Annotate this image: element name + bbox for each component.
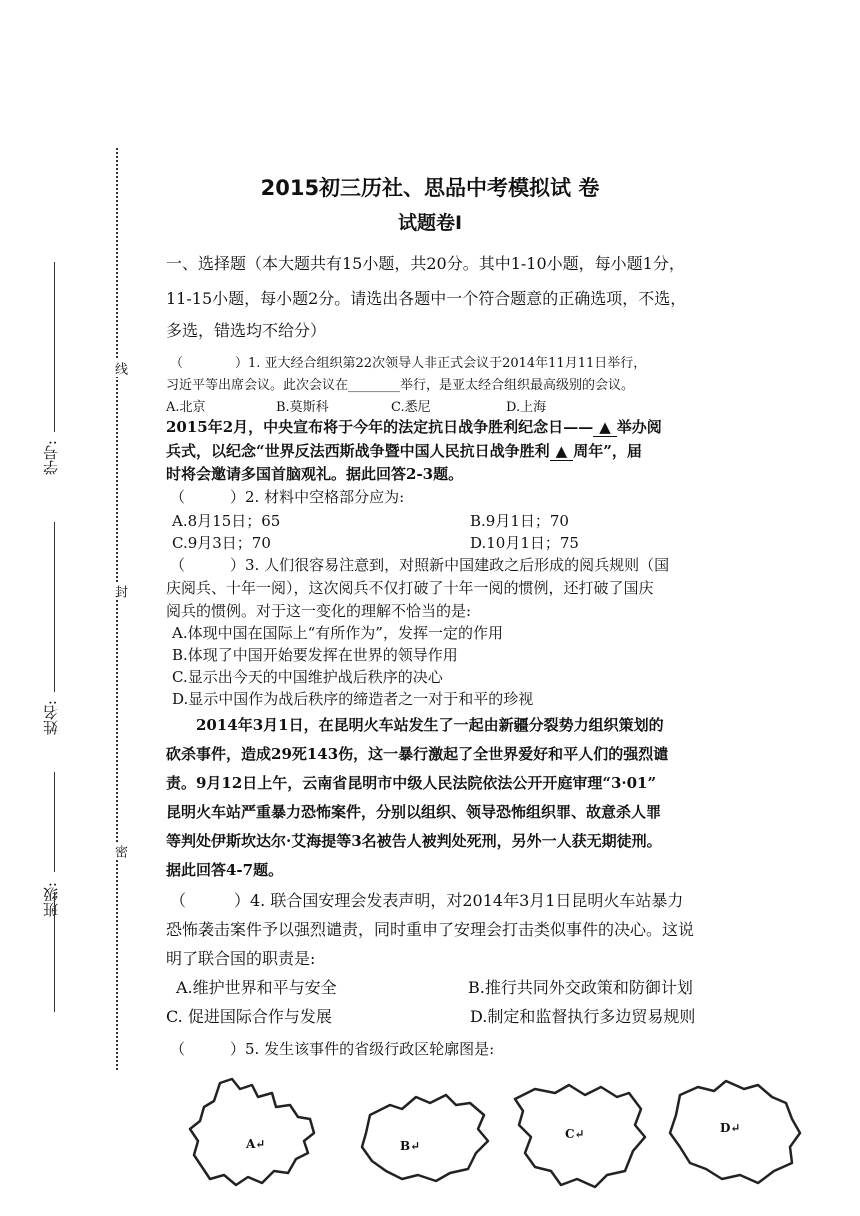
page-title: 2015初三历社、思品中考模拟试 卷 <box>260 176 600 200</box>
student-id-label: 学号: <box>42 440 60 476</box>
q1-option-d[interactable]: D.上海 <box>506 400 547 415</box>
q1-stem-line: （ ）1. 亚大经合组织第22次领导人非正式会议于2014年11月11日举行， <box>170 356 647 371</box>
q1-stem-line: 习近平等出席会议。此次会议在________举行，是亚太经合组织最高级别的会议。 <box>166 378 635 393</box>
material2-line: 砍杀事件，造成29死143伤，这一暴行激起了全世界爱好和平人们的强烈谴 <box>166 745 669 763</box>
q3-option-c[interactable]: C.显示出今天的中国维护战后秩序的决心 <box>172 668 443 686</box>
material1-text: 举办阅 <box>616 418 662 436</box>
answer-blank: ▲ <box>550 442 574 461</box>
q4-option-b[interactable]: B.推行共同外交政策和防御计划 <box>468 978 693 997</box>
page-subtitle: 试题卷Ⅰ <box>397 212 463 234</box>
material1-text: 2015年2月，中央宣布将于今年的法定抗日战争胜利纪念日—— <box>166 418 594 436</box>
section-intro-line: 11-15小题，每小题2分。请选出各题中一个符合题意的正确选项，不选， <box>166 289 687 308</box>
material1-line <box>166 416 662 437</box>
q3-stem-line: （ ）3. 人们很容易注意到，对照新中国建政之后形成的阅兵规则（国 <box>170 556 670 574</box>
province-outline-a-icon <box>180 1075 330 1190</box>
q4-stem-line: 恐怖袭击案件予以强烈谴责，同时重申了安理会打击类似事件的决心。这说 <box>166 920 695 939</box>
material2-line: 2014年3月1日，在昆明火车站发生了一起由新疆分裂势力组织策划的 <box>166 716 664 734</box>
map-option-b[interactable] <box>350 1075 500 1190</box>
material1-line <box>166 440 642 461</box>
student-id-field[interactable] <box>54 262 55 432</box>
map-label-d: D↵ <box>720 1121 741 1135</box>
material2-line: 据此回答4-7题。 <box>166 861 284 879</box>
material2-line: 等判处伊斯坎达尔·艾海提等3名被告人被判处死刑，另外一人获无期徒刑。 <box>166 832 662 850</box>
q4-option-c[interactable]: C. 促进国际合作与发展 <box>166 1007 332 1026</box>
class-field[interactable] <box>54 772 55 872</box>
q4-stem-line: 明了联合国的职责是: <box>166 949 316 968</box>
student-name-label: 姓名: <box>42 700 60 736</box>
q1-option-c[interactable]: C.悉尼 <box>391 400 431 415</box>
material1-text: 兵式，以纪念“世界反法西斯战争暨中国人民抗日战争胜利 <box>166 442 550 460</box>
seal-mark-seal: 封 <box>112 585 127 598</box>
binding-dotted-line <box>116 148 118 1070</box>
section-intro-line: 多选，错选均不给分） <box>166 321 327 340</box>
seal-mark-secret: 密 <box>112 845 127 858</box>
q4-option-a[interactable]: A.维护世界和平与安全 <box>176 978 337 997</box>
answer-blank: ▲ <box>593 418 617 437</box>
q2-option-c[interactable]: C.9月3日；70 <box>172 534 271 552</box>
q2-option-d[interactable]: D.10月1日；75 <box>470 534 579 552</box>
q4-stem-line: （ ）4. 联合国安理会发表声明，对2014年3月1日昆明火车站暴力 <box>170 891 684 910</box>
section-intro-line: 一、选择题（本大题共有15小题，共20分。其中1-10小题，每小题1分， <box>166 254 685 273</box>
material2-line: 昆明火车站严重暴力恐怖案件，分别以组织、领导恐怖组织罪、故意杀人罪 <box>166 803 662 821</box>
q2-option-b[interactable]: B.9月1日；70 <box>470 512 569 530</box>
map-label-c: C↵ <box>565 1127 585 1141</box>
q1-option-a[interactable]: A.北京 <box>166 400 206 415</box>
q3-option-d[interactable]: D.显示中国作为战后秩序的缔造者之一对于和平的珍视 <box>172 690 534 708</box>
q3-stem-line: 庆阅兵、十年一阅），这次阅兵不仅打破了十年一阅的惯例，还打破了国庆 <box>166 579 654 597</box>
material2-line: 责。9月12日上午，云南省昆明市中级人民法院依法公开开庭审理“3·01” <box>166 774 657 792</box>
class-label: 班级: <box>42 882 60 918</box>
q5-stem: （ ）5. 发生该事件的省级行政区轮廓图是: <box>170 1040 495 1058</box>
q1-option-b[interactable]: B.莫斯科 <box>276 400 329 415</box>
map-label-b: B↵ <box>400 1139 421 1153</box>
province-outline-b-icon <box>350 1075 500 1190</box>
q3-option-b[interactable]: B.体现了中国开始要发挥在世界的领导作用 <box>172 646 458 664</box>
q4-option-d[interactable]: D.制定和监督执行多边贸易规则 <box>470 1007 696 1026</box>
map-option-a[interactable] <box>180 1075 330 1190</box>
map-option-d[interactable] <box>660 1075 810 1190</box>
seal-mark-line: 线 <box>112 362 127 375</box>
map-option-c[interactable] <box>505 1075 655 1190</box>
material1-text: 周年”，届 <box>573 442 642 460</box>
material1-line: 时将会邀请多国首脑观礼。据此回答2-3题。 <box>166 465 464 483</box>
q3-option-a[interactable]: A.体现中国在国际上“有所作为”，发挥一定的作用 <box>172 624 503 642</box>
q2-stem: （ ）2. 材料中空格部分应为: <box>170 488 405 506</box>
q3-stem-line: 阅兵的惯例。对于这一变化的理解不恰当的是: <box>166 602 472 620</box>
q2-option-a[interactable]: A.8月15日；65 <box>172 512 281 530</box>
class-field-ext[interactable] <box>54 892 55 1012</box>
map-label-a: A↵ <box>246 1137 266 1151</box>
student-name-field[interactable] <box>54 522 55 692</box>
